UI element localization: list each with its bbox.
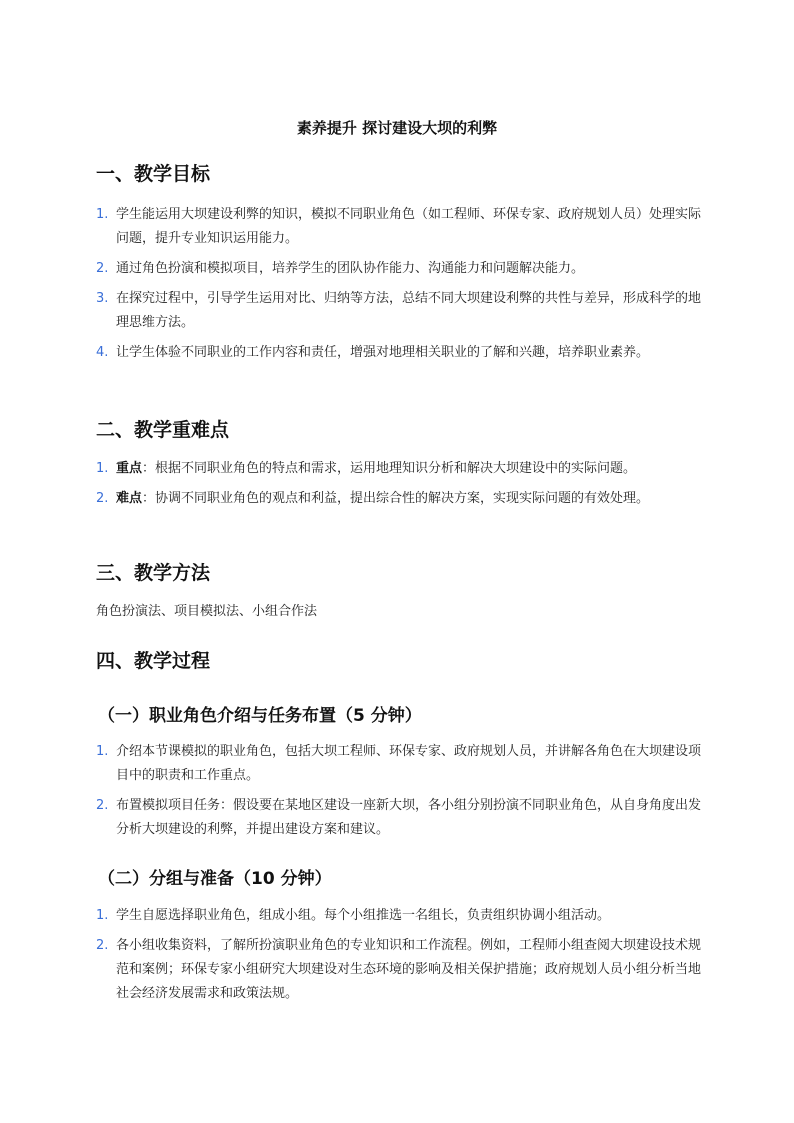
list-number: 2.	[96, 938, 109, 953]
difficult-point-label: 难点	[116, 491, 143, 506]
list-item-text: 让学生体验不同职业的工作内容和责任，增强对地理相关职业的了解和兴趣，培养职业素养。	[116, 345, 650, 360]
keypoints-list	[96, 457, 706, 517]
heading-process-part2: （二）分组与准备（10 分钟）	[98, 869, 332, 889]
list-item-text: 在探究过程中，引导学生运用对比、归纳等方法，总结不同大坝建设利弊的共性与差异，形成科学的地理思维方法。	[116, 291, 702, 330]
heading-keypoints: 二、教学重难点	[96, 419, 230, 441]
list-item-text: 介绍本节课模拟的职业角色，包括大坝工程师、环保专家、政府规划人员，并讲解各角色在大坝建设项目中的职责和工作重点。	[116, 744, 702, 783]
list-item	[96, 934, 706, 1006]
list-item-text: 学生自愿选择职业角色，组成小组。每个小组推选一名组长，负责组织协调小组活动。	[116, 908, 611, 923]
process-part1-list	[96, 740, 706, 848]
heading-process: 四、教学过程	[96, 650, 211, 672]
heading-methods: 三、教学方法	[96, 562, 211, 584]
list-number: 4.	[96, 345, 109, 360]
list-item	[96, 487, 706, 511]
list-number: 1.	[96, 461, 109, 476]
list-item-text: 布置模拟项目任务：假设要在某地区建设一座新大坝，各小组分别扮演不同职业角色，从自身角度出发分析大坝建设的利弊，并提出建设方案和建议。	[116, 798, 702, 837]
list-item	[96, 341, 706, 365]
list-item	[96, 203, 706, 251]
list-number: 2.	[96, 491, 109, 506]
heading-process-part1: （一）职业角色介绍与任务布置（5 分钟）	[98, 706, 422, 726]
process-part2-list	[96, 904, 706, 1012]
document-title: 素养提升 探讨建设大坝的利弊	[296, 119, 498, 137]
list-item	[96, 457, 706, 481]
list-number: 1.	[96, 744, 109, 759]
heading-objectives: 一、教学目标	[96, 163, 211, 185]
list-item-text: ：根据不同职业角色的特点和需求，运用地理知识分析和解决大坝建设中的实际问题。	[142, 461, 637, 476]
list-item-text: 学生能运用大坝建设利弊的知识，模拟不同职业角色（如工程师、环保专家、政府规划人员）处理实际问题，提升专业知识运用能力。	[116, 207, 702, 246]
list-item	[96, 257, 706, 281]
list-number: 2.	[96, 798, 109, 813]
list-number: 1.	[96, 908, 109, 923]
list-item	[96, 904, 706, 928]
list-number: 1.	[96, 207, 109, 222]
list-number: 2.	[96, 261, 109, 276]
methods-text: 角色扮演法、项目模拟法、小组合作法	[96, 604, 318, 619]
key-point-label: 重点	[116, 461, 143, 476]
objectives-list	[96, 203, 706, 371]
list-item-text: 通过角色扮演和模拟项目，培养学生的团队协作能力、沟通能力和问题解决能力。	[116, 261, 585, 276]
list-item-text: ：协调不同职业角色的观点和利益，提出综合性的解决方案，实现实际问题的有效处理。	[142, 491, 650, 506]
list-item-text: 各小组收集资料，了解所扮演职业角色的专业知识和工作流程。例如，工程师小组查阅大坝建设技术规范和案例；环保专家小组研究大坝建设对生态环境的影响及相关保护措施；政府规划人员小组分析当地社会经济发展需求和政策法规。	[116, 938, 702, 1001]
list-item	[96, 287, 706, 335]
list-item	[96, 794, 706, 842]
list-number: 3.	[96, 291, 109, 306]
list-item	[96, 740, 706, 788]
